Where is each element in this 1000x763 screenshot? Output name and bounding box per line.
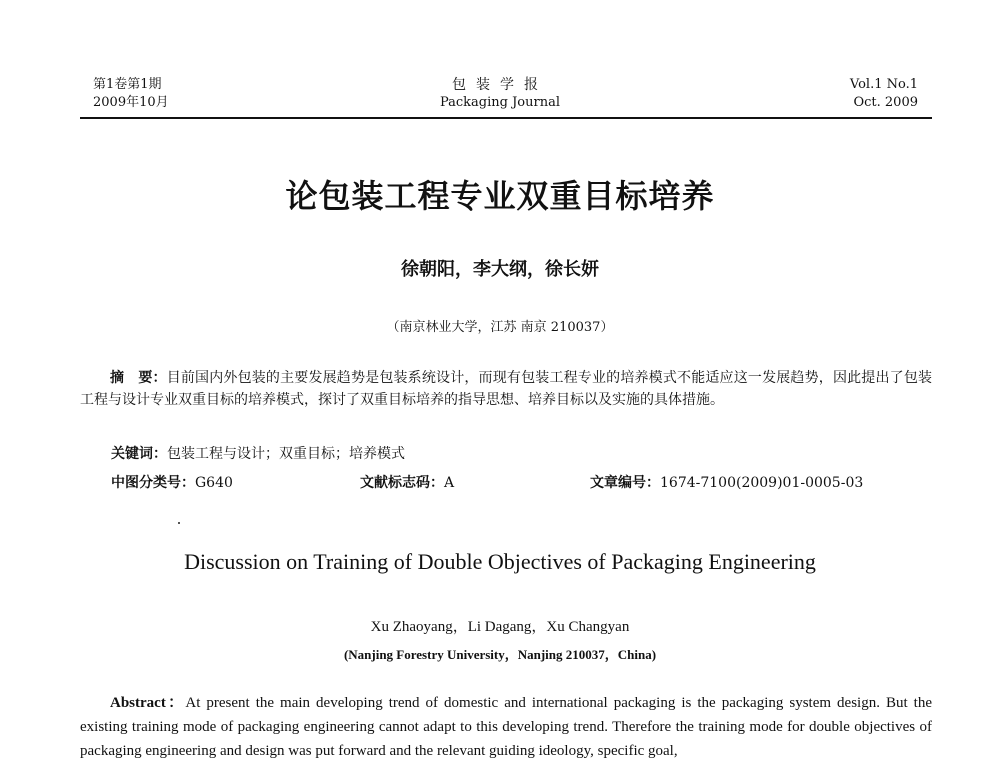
classification-value: G640	[195, 475, 233, 491]
abstract-cn-text: 目前国内外包装的主要发展趋势是包装系统设计，而现有包装工程专业的培养模式不能适应这一发展趋势，因此提出了包装工程与设计专业双重目标的培养模式，探讨了双重目标培养的指导思想、培养目标以及实施的具体措施。	[80, 370, 932, 408]
journal-name-en: Packaging Journal	[439, 95, 561, 110]
abstract-cn-label: 摘 要：	[110, 370, 167, 386]
keywords-cn-text: 包装工程与设计；双重目标；培养模式	[167, 446, 405, 462]
article-id-label: 文章编号：	[590, 475, 660, 491]
article-id-value: 1674-7100(2009)01-0005-03	[660, 475, 864, 491]
journal-volume-info	[850, 76, 918, 112]
abstract-en-text: At present the main developing trend of domestic and international packaging is the packaging system design. But the existing training mode of packaging engineering cannot adapt to this developing trend. Therefore the training mode for double objectives of packaging engineering and design was put forward and the relevant guiding ideology, specific goal,	[80, 695, 932, 759]
authors-en: Xu Zhaoyang，Li Dagang，Xu Changyan	[370, 619, 630, 635]
paper-title-en: Discussion on Training of Double Objectives of Packaging Engineering	[184, 549, 816, 574]
journal-name-cn: 包装学报	[452, 77, 548, 93]
classification-number	[111, 473, 233, 493]
volume-issue-en: Vol.1 No.1	[849, 77, 918, 92]
document-code-value: A	[444, 475, 455, 491]
authors-cn: 徐朝阳，李大纲，徐长妍	[401, 259, 599, 280]
article-id	[590, 473, 863, 493]
keywords-cn	[111, 444, 405, 464]
stray-mark	[178, 522, 180, 524]
date-en: Oct. 2009	[853, 95, 918, 110]
document-code-label: 文献标志码：	[360, 475, 444, 491]
date-cn: 2009年10月	[93, 95, 169, 110]
document-code	[360, 473, 454, 493]
affiliation-en: (Nanjing Forestry University，Nanjing 210037，China)	[343, 647, 657, 662]
abstract-en-label: Abstract：	[110, 695, 186, 711]
affiliation-cn: （南京林业大学，江苏 南京 210037）	[386, 320, 614, 335]
abstract-cn	[80, 367, 932, 411]
paper-title-cn: 论包装工程专业双重目标培养	[285, 177, 715, 215]
abstract-en	[80, 691, 932, 763]
keywords-cn-label: 关键词：	[111, 446, 167, 462]
volume-issue-cn: 第1卷第1期	[93, 77, 162, 92]
classification-label: 中图分类号：	[111, 475, 195, 491]
header-divider	[80, 117, 932, 119]
